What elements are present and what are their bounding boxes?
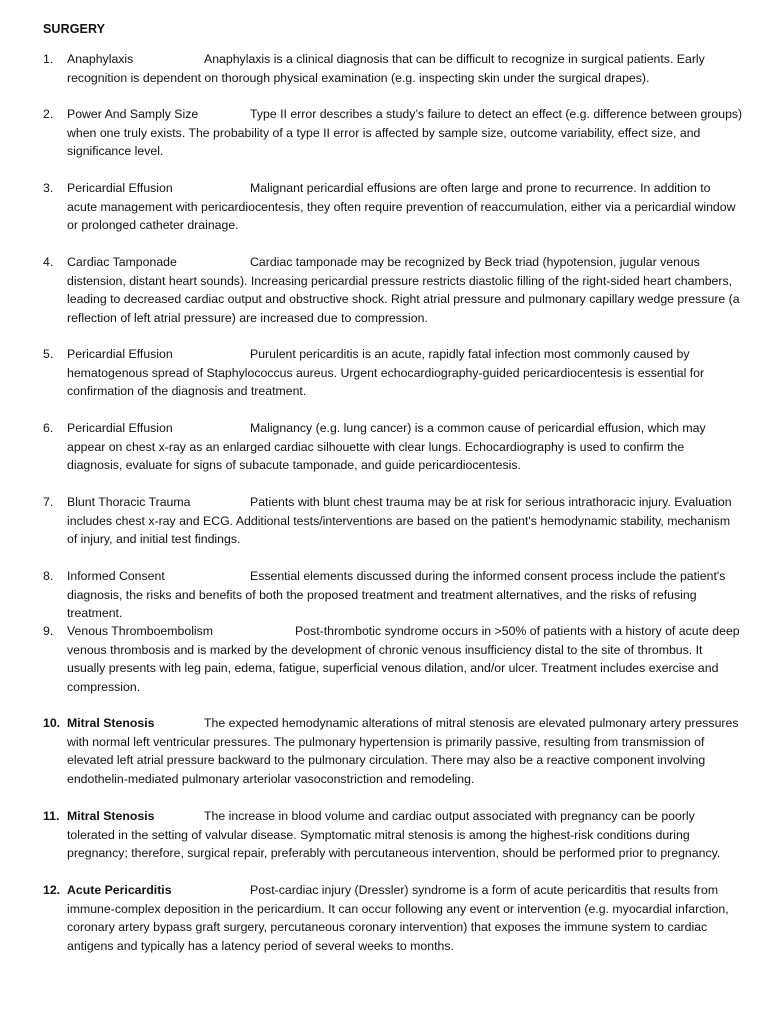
item-number: 4. bbox=[43, 255, 54, 269]
item-topic: Pericardial Effusion bbox=[67, 421, 173, 435]
list-item-7 bbox=[43, 493, 743, 549]
item-text: Purulent pericarditis is an acute, rapidly fatal infection most commonly caused by hematogenous spread of Staphylococcus aureus. Urgent echocardiography-guided pericardiocentesis is essential for confirmation of the diagnosis and treatment. bbox=[67, 347, 705, 399]
item-text: Malignant pericardial effusions are often large and prone to recurrence. In addition to acute management with pericardiocentesis, they often require prevention of reaccumulation, either via a pericardial window or prolonged catheter drainage. bbox=[67, 181, 736, 233]
list-item-2 bbox=[43, 105, 743, 161]
list-item-1 bbox=[43, 50, 743, 87]
item-text: Cardiac tamponade may be recognized by Beck triad (hypotension, jugular venous distension, distant heart sounds). Increasing pericardial pressure restricts diastolic filling of the right-sided heart chambers, leading to decreased cardiac output and obstructive shock. Right atrial pressure and pulmonary capillary wedge pressure (a reflection of left atrial pressure) are increased due to compression. bbox=[67, 255, 740, 325]
item-topic: Pericardial Effusion bbox=[67, 347, 173, 361]
item-number: 2. bbox=[43, 107, 54, 121]
item-text: The increase in blood volume and cardiac output associated with pregnancy can be poorly tolerated in the setting of valvular disease. Symptomatic mitral stenosis is among the highest-risk conditions during pregnancy; therefore, surgical repair, preferably with percutaneous intervention, should be performed prior to pregnancy. bbox=[67, 809, 721, 861]
item-number: 7. bbox=[43, 495, 54, 509]
item-number: 6. bbox=[43, 421, 54, 435]
item-topic: Cardiac Tamponade bbox=[67, 255, 177, 269]
item-topic: Mitral Stenosis bbox=[67, 809, 155, 823]
item-number: 12. bbox=[43, 883, 61, 897]
item-text: Essential elements discussed during the informed consent process include the patient's diagnosis, the risks and benefits of both the proposed treatment and treatment alternatives, and the risks of refusing treatment. bbox=[67, 569, 726, 621]
list-item-3 bbox=[43, 179, 743, 235]
item-number: 9. bbox=[43, 624, 54, 638]
list-item-12 bbox=[43, 881, 743, 955]
item-topic: Power And Samply Size bbox=[67, 107, 199, 121]
list-item-4 bbox=[43, 253, 743, 327]
item-topic: Informed Consent bbox=[67, 569, 165, 583]
list-item-10 bbox=[43, 714, 743, 788]
item-number: 10. bbox=[43, 716, 61, 730]
item-number: 11. bbox=[43, 809, 60, 823]
item-number: 3. bbox=[43, 181, 54, 195]
item-topic: Pericardial Effusion bbox=[67, 181, 173, 195]
list-item-5 bbox=[43, 345, 743, 401]
list-item-8 bbox=[43, 567, 743, 623]
item-text: Type II error describes a study’s failure to detect an effect (e.g. difference between groups) when one truly exists. The probability of a type II error is affected by sample size, outcome variability, effect size, and significance level. bbox=[67, 107, 743, 159]
item-text: Post-thrombotic syndrome occurs in >50% of patients with a history of acute deep venous thrombosis and is marked by the development of chronic venous insufficiency distal to the site of thrombus. It usually presents with leg pain, edema, fatigue, superficial venous dilation, and/or ulcer. Treatment includes exercise and compression. bbox=[67, 624, 740, 694]
item-number: 8. bbox=[43, 569, 54, 583]
item-text: Anaphylaxis is a clinical diagnosis that can be difficult to recognize in surgical patients. Early recognition is dependent on thorough physical examination (e.g. inspecting skin under the surgical drapes). bbox=[67, 52, 705, 85]
item-text: Post-cardiac injury (Dressler) syndrome is a form of acute pericarditis that results from immune-complex deposition in the pericardium. It can occur following any event or intervention (e.g. myocardial infarction, coronary artery bypass graft surgery, percutaneous coronary intervention) that exposes the immune system to cardiac antigens and typically has a latency period of several weeks to months. bbox=[67, 883, 729, 953]
item-text: Malignancy (e.g. lung cancer) is a common cause of pericardial effusion, which may appear on chest x-ray as an enlarged cardiac silhouette with clear lungs. Echocardiography is used to confirm the diagnosis, evaluate for signs of subacute tamponade, and guide pericardiocentesis. bbox=[67, 421, 706, 473]
item-topic: Venous Thromboembolism bbox=[67, 624, 214, 638]
item-text: Patients with blunt chest trauma may be at risk for serious intrathoracic injury. Evaluation includes chest x-ray and ECG. Additional tests/interventions are based on the patient's hemodynamic stability, mechanism of injury, and initial test findings. bbox=[67, 495, 732, 547]
document-title: SURGERY bbox=[43, 22, 106, 36]
item-topic: Acute Pericarditis bbox=[67, 883, 172, 897]
item-topic: Anaphylaxis bbox=[67, 52, 134, 66]
item-number: 5. bbox=[43, 347, 54, 361]
list-item-6 bbox=[43, 419, 743, 475]
item-number: 1. bbox=[43, 52, 54, 66]
list-item-11 bbox=[43, 807, 743, 863]
item-topic: Mitral Stenosis bbox=[67, 716, 155, 730]
item-topic: Blunt Thoracic Trauma bbox=[67, 495, 191, 509]
list-item-9 bbox=[43, 622, 743, 696]
item-text: The expected hemodynamic alterations of mitral stenosis are elevated pulmonary artery pressures with normal left ventricular pressures. The pulmonary hypertension is primarily passive, resulting from transmission of elevated left atrial pressure backward to the pulmonary circulation. There may also be a reactive component involving endothelin-mediated pulmonary arteriolar vasoconstriction and remodeling. bbox=[67, 716, 739, 786]
